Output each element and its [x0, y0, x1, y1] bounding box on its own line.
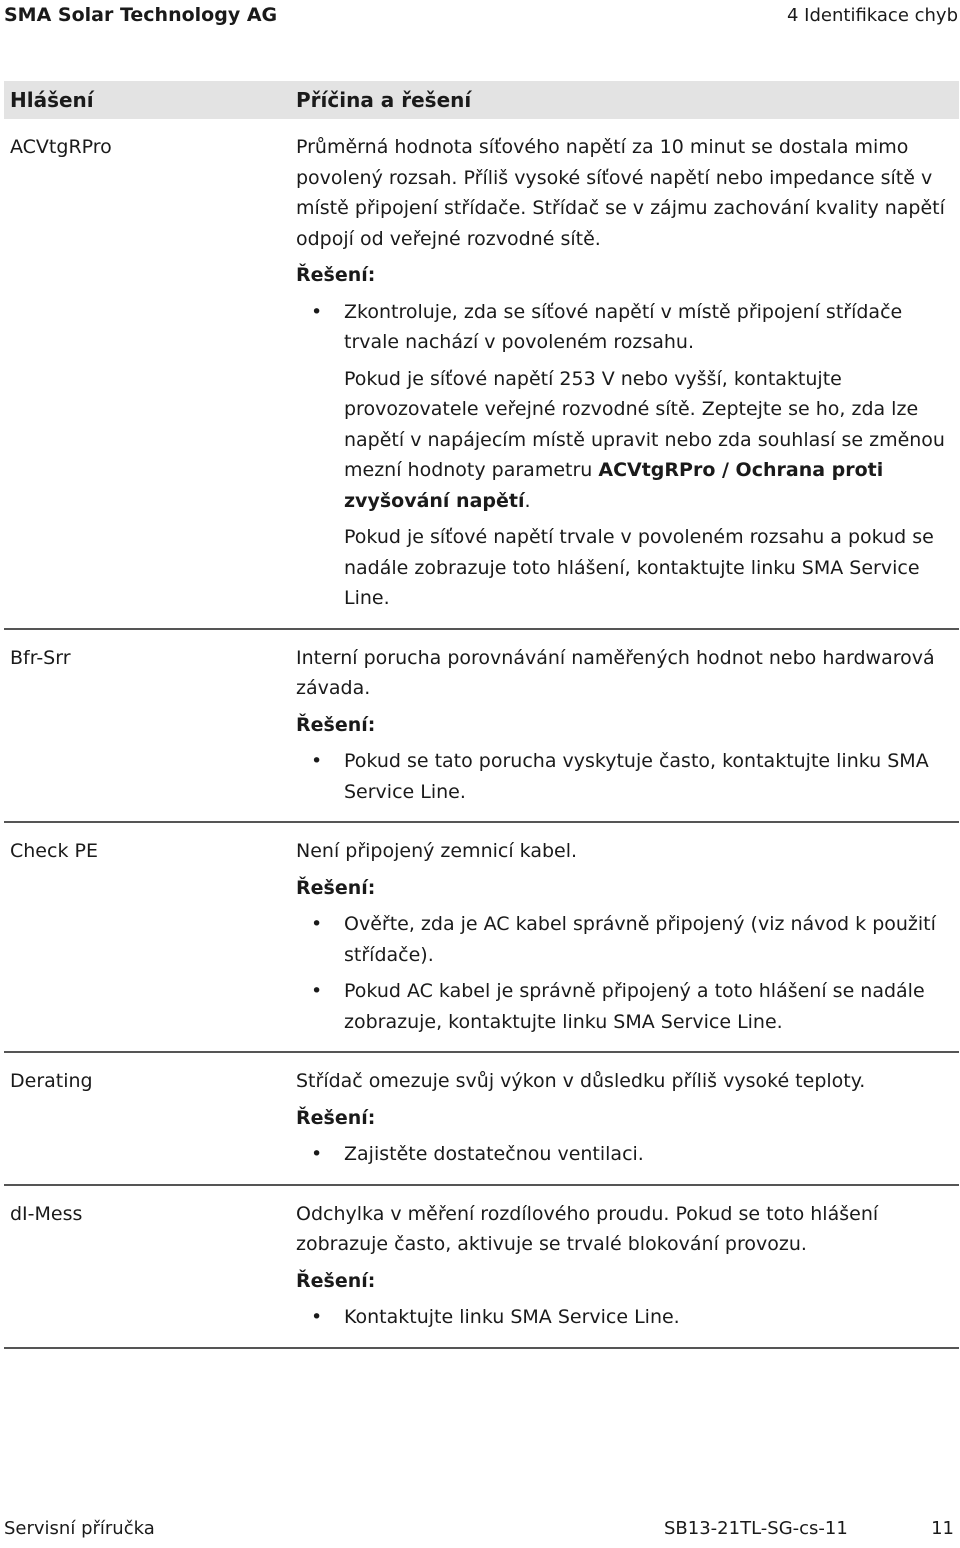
solution-step: Zkontroluje, zda se síťové napětí v místě připojení střídače trvale nachází v povoleném rozsahu.	[344, 300, 903, 353]
cause-text: Interní porucha porovnávání naměřených hodnot nebo hardwarová závada.	[296, 646, 935, 699]
cause-cell	[288, 119, 959, 629]
cause-text: Není připojený zemnicí kabel.	[296, 840, 578, 862]
solution-step: Ověřte, zda je AC kabel správně připojený (viz návod k použití střídače).	[344, 913, 936, 966]
message-code: ACVtgRPro	[4, 119, 288, 629]
cause-cell	[288, 822, 959, 1052]
table-row	[4, 1052, 959, 1185]
table-row	[4, 629, 959, 823]
cause-cell	[288, 629, 959, 823]
page-header	[4, 0, 958, 30]
solution-list	[296, 1139, 955, 1170]
solution-step: Kontaktujte linku SMA Service Line.	[344, 1306, 680, 1328]
page-footer	[4, 1515, 956, 1545]
list-item	[296, 297, 955, 358]
solution-list	[296, 746, 955, 807]
solution-label: Řešení:	[296, 1269, 376, 1292]
list-item	[296, 746, 955, 807]
cause-text: Střídač omezuje svůj výkon v důsledku příliš vysoké teploty.	[296, 1070, 866, 1092]
cause-cell	[288, 1052, 959, 1185]
solution-note-text: Pokud je síťové napětí 253 V nebo vyšší, kontaktujte provozovatele veřejné rozvodné sítě. Zeptejte se ho, zda lze napětí v napájecím místě upravit nebo zda souhlasí se změnou mezní hodnoty parametru	[344, 367, 945, 481]
bullet-icon: •	[311, 1306, 323, 1328]
fault-message-table	[4, 81, 959, 1349]
table-row	[4, 119, 959, 629]
document-id: SB13-21TL-SG-cs-11	[664, 1518, 848, 1539]
chapter-title: 4 Identifikace chyb	[787, 4, 958, 26]
solution-label: Řešení:	[296, 713, 376, 736]
list-item	[296, 1139, 955, 1170]
message-code: Derating	[4, 1052, 288, 1185]
solution-list	[296, 297, 955, 358]
document-title: Servisní příručka	[4, 1518, 155, 1539]
cause-text: Průměrná hodnota síťového napětí za 10 minut se dostala mimo povolený rozsah. Příliš vysoké síťové napětí nebo impedance sítě v místě připojení střídače. Střídač se v zájmu zachování kvality napětí odpojí od veřejné rozvodné sítě.	[296, 136, 945, 250]
table-row	[4, 1185, 959, 1348]
column-header-message: Hlášení	[4, 81, 288, 119]
company-name: SMA Solar Technology AG	[4, 4, 278, 26]
message-code: Check PE	[4, 822, 288, 1052]
list-item	[296, 909, 955, 970]
bullet-icon: •	[311, 300, 323, 323]
solution-list	[296, 909, 955, 1037]
message-code: Bfr-Srr	[4, 629, 288, 823]
solution-label: Řešení:	[296, 876, 376, 899]
solution-note	[344, 364, 955, 517]
page-number: 11	[931, 1518, 954, 1539]
bullet-icon: •	[311, 750, 323, 772]
solution-step: Pokud AC kabel je správně připojený a toto hlášení se nadále zobrazuje, kontaktujte linku SMA Service Line.	[344, 980, 925, 1033]
sentence-end: .	[524, 489, 531, 512]
table-header-row	[4, 81, 959, 119]
bullet-icon: •	[311, 1143, 323, 1165]
bullet-icon: •	[311, 980, 323, 1002]
solution-step: Pokud se tato porucha vyskytuje často, kontaktujte linku SMA Service Line.	[344, 750, 929, 803]
solution-label: Řešení:	[296, 1106, 376, 1129]
table-row	[4, 822, 959, 1052]
bullet-icon: •	[311, 913, 323, 935]
solution-label: Řešení:	[296, 264, 376, 286]
cause-cell	[288, 1185, 959, 1348]
solution-step: Zajistěte dostatečnou ventilaci.	[344, 1143, 644, 1165]
cause-text: Odchylka v měření rozdílového proudu. Pokud se toto hlášení zobrazuje často, aktivuje se trvalé blokování provozu.	[296, 1202, 879, 1255]
message-code: dI-Mess	[4, 1185, 288, 1348]
column-header-cause: Příčina a řešení	[288, 81, 959, 119]
list-item	[296, 1302, 955, 1333]
list-item	[296, 976, 955, 1037]
parameter-name: ACVtgRPro / Ochrana proti zvyšování napětí	[344, 459, 884, 512]
solution-note: Pokud je síťové napětí trvale v povoleném rozsahu a pokud se nadále zobrazuje toto hlášení, kontaktujte linku SMA Service Line.	[344, 526, 934, 609]
solution-list	[296, 1302, 955, 1333]
